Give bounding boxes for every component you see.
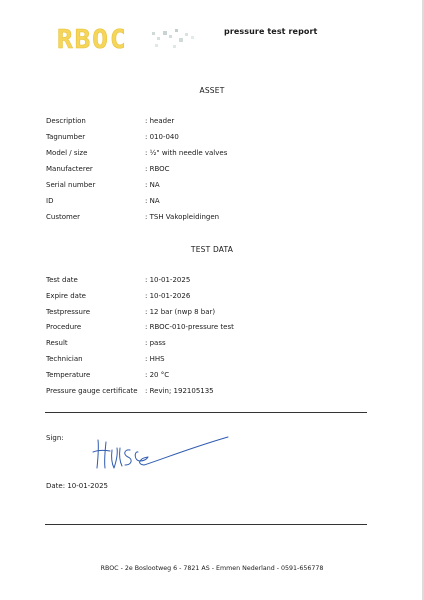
- row-label: Testpressure: [46, 308, 91, 316]
- row-label: Serial number: [46, 181, 96, 189]
- row-label: Pressure gauge certificate: [46, 387, 138, 395]
- row-value: : pass: [145, 339, 166, 347]
- row-label: Model / size: [46, 149, 88, 157]
- rboc-logo: [55, 22, 205, 56]
- divider: [45, 412, 367, 413]
- document-title: pressure test report: [224, 27, 318, 36]
- row-label: Customer: [46, 213, 81, 221]
- row-value: : TSH Vakopleidingen: [145, 213, 219, 221]
- row-value: : header: [145, 117, 174, 125]
- row-value: : NA: [145, 197, 160, 205]
- signature-date: Date: 10-01-2025: [46, 482, 108, 490]
- sign-label: Sign:: [46, 434, 64, 442]
- row-value: : Revin; 192105135: [145, 387, 214, 395]
- row-value: : 10-01-2026: [145, 292, 190, 300]
- row-label: Tagnumber: [46, 133, 86, 141]
- row-value: : RBOC: [145, 165, 170, 173]
- row-label: Procedure: [46, 323, 82, 331]
- asset-section-title: ASSET: [199, 86, 225, 95]
- row-value: : 20 °C: [145, 371, 169, 379]
- row-value: : 12 bar (nwp 8 bar): [145, 308, 215, 316]
- row-value: : RBOC-010-pressure test: [145, 323, 234, 331]
- divider: [45, 524, 367, 525]
- row-value: : NA: [145, 181, 160, 189]
- row-label: Temperature: [46, 371, 91, 379]
- row-label: Description: [46, 117, 86, 125]
- row-label: Manufacterer: [46, 165, 93, 173]
- row-label: Test date: [46, 276, 78, 284]
- row-label: Expire date: [46, 292, 86, 300]
- row-value: : HHS: [145, 355, 165, 363]
- handwritten-signature: [90, 428, 240, 478]
- svg-text:RBOC: RBOC: [57, 25, 128, 55]
- test-section-title: TEST DATA: [190, 245, 234, 254]
- row-value: : 010-040: [145, 133, 179, 141]
- row-label: Result: [46, 339, 68, 347]
- row-label: Technician: [46, 355, 83, 363]
- row-value: : ½" with needle valves: [145, 149, 227, 157]
- row-label: ID: [46, 197, 54, 205]
- row-value: : 10-01-2025: [145, 276, 190, 284]
- footer-address: RBOC - 2e Boslootweg 6 - 7821 AS - Emmen Nederland - 0591-656778: [100, 565, 324, 572]
